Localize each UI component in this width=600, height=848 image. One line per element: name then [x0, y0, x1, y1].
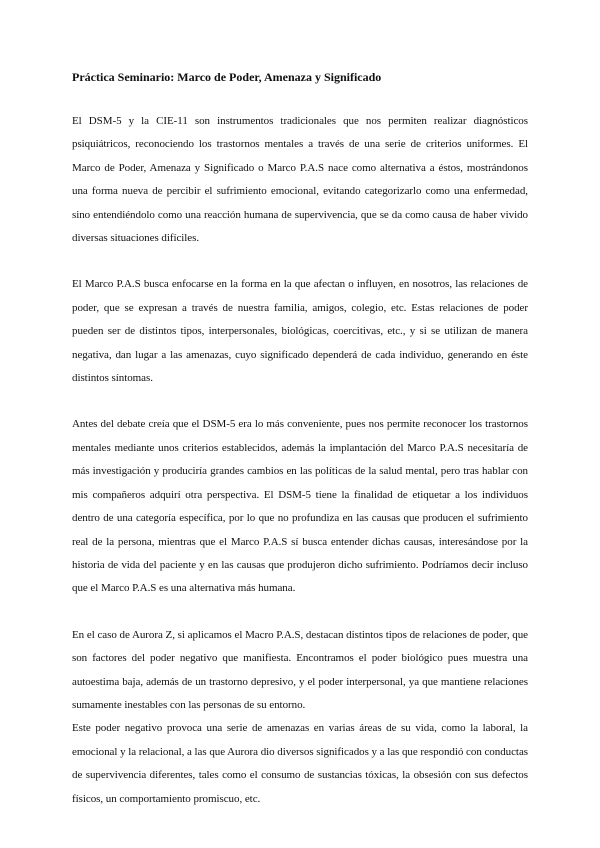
paragraph-power-relations: El Marco P.A.S busca enfocarse en la forma en la que afectan o influyen, en nosotros, las relaciones de poder, que se expresan a través de nuestra familia, amigos, colegio, etc. Estas relaciones de poder pueden ser de distintos tipos, interpersonales, biológicas, coercitivas, etc., y si se utilizan de manera negativa, dan lugar a las amenazas, cuyo significado dependerá de cada individuo, generando en éste distintos síntomas. — [72, 278, 528, 385]
paragraph-intro: El DSM-5 y la CIE-11 son instrumentos tradicionales que nos permiten realizar diagnósticos psiquiátricos, reconociendo los trastornos mentales a través de una serie de criterios uniformes. El Marco de Poder, Amenaza y Significado o Marco P.A.S nace como alternativa a éstos, mostrándonos una forma nueva de percibir el sufrimiento emocional, evitando categorizarlo como una enfermedad, sino entendiéndolo como una reacción humana de supervivencia, que se da como causa de haber vivido diversas situaciones difíciles. — [72, 115, 528, 245]
paragraph-aurora-case: En el caso de Aurora Z, si aplicamos el Macro P.A.S, destacan distintos tipos de relaciones de poder, que son factores del poder negativo que manifiesta. Encontramos el poder biológico pues muestra una autoestima baja, además de un trastorno depresivo, y el poder interpersonal, ya que mantiene relaciones sumamente inestables con las personas de su entorno. — [72, 628, 528, 711]
page-title: Práctica Seminario: Marco de Poder, Amenaza y Significado — [72, 70, 382, 84]
paragraph-debate: Antes del debate creía que el DSM-5 era lo más conveniente, pues nos permite reconocer los trastornos mentales mediante unos criterios establecidos, además la implantación del Marco P.A.S necesitaría de más investigación y produciría grandes cambios en las políticas de la salud mental, pero tras hablar con mis compañeros adquirí otra perspectiva. El DSM-5 tiene la finalidad de etiquetar a los individuos dentro de una categoría específica, por lo que no profundiza en las causas que producen el sufrimiento real de la persona, mientras que el Marco P.A.S sí busca entender dichas causas, interesándose por la historia de vida del paciente y en las causas que produjeron dicho sufrimiento. Podríamos decir incluso que el Marco P.A.S es una alternativa más humana. — [72, 418, 528, 595]
paragraph-threats: Este poder negativo provoca una serie de amenazas en varias áreas de su vida, como la laboral, la emocional y la relacional, a las que Aurora dio diversos significados y a las que respondió con conductas de supervivencia diferentes, tales como el consumo de sustancias tóxicas, la obsesión con sus defectos físicos, un comportamiento promiscuo, etc. — [72, 722, 529, 805]
